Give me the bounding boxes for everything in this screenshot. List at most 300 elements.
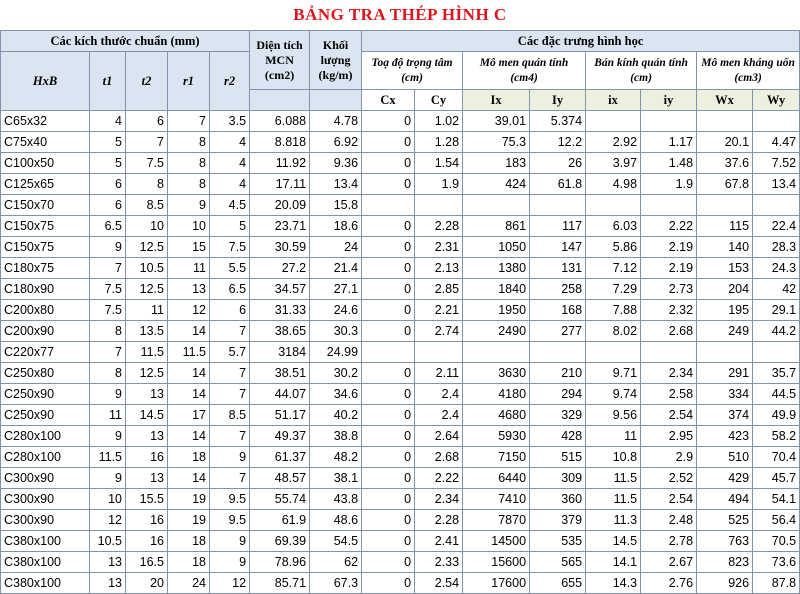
cell-t1: 6.5 — [90, 216, 126, 237]
cell-name: C380x100 — [1, 531, 90, 552]
cell-mass: 67.3 — [310, 573, 362, 594]
cell-t2: 16 — [126, 531, 168, 552]
table-row — [1, 405, 800, 426]
cell-iy: 147 — [530, 237, 586, 258]
cell-cx: 0 — [362, 111, 415, 132]
cell-t1: 6 — [90, 174, 126, 195]
cell-cx: 0 — [362, 363, 415, 384]
cell-mass: 43.8 — [310, 489, 362, 510]
cell-area: 27.2 — [250, 258, 310, 279]
cell-wx: 37.6 — [697, 153, 753, 174]
cell-name: C75x40 — [1, 132, 90, 153]
table-row — [1, 363, 800, 384]
cell-r2: 8.5 — [210, 405, 250, 426]
cell-r1: 15 — [168, 237, 210, 258]
cell-cy: 1.28 — [415, 132, 463, 153]
cell-cy: 2.54 — [415, 573, 463, 594]
cell-iy: 2.54 — [641, 489, 697, 510]
cell-iy: 329 — [530, 405, 586, 426]
cell-t1: 9 — [90, 426, 126, 447]
cell-wy: 56.4 — [753, 510, 800, 531]
cell-ix: 14.3 — [586, 573, 641, 594]
cell-wx — [697, 342, 753, 363]
cell-r1: 11 — [168, 258, 210, 279]
cell-wx: 20.1 — [697, 132, 753, 153]
cell-ix: 39.01 — [463, 111, 530, 132]
cell-r1: 12 — [168, 300, 210, 321]
cell-wy: 28.3 — [753, 237, 800, 258]
cell-wy: 73.6 — [753, 552, 800, 573]
cell-ix: 861 — [463, 216, 530, 237]
table-row — [1, 552, 800, 573]
header-section-modulus: Mô men kháng uốn (cm3) — [697, 52, 800, 90]
cell-t1: 13 — [90, 552, 126, 573]
cell-iy: 2.22 — [641, 216, 697, 237]
cell-wy: 54.1 — [753, 489, 800, 510]
cell-ix — [586, 111, 641, 132]
cell-r2: 7 — [210, 426, 250, 447]
cell-cy: 2.13 — [415, 258, 463, 279]
cell-r1: 14 — [168, 321, 210, 342]
header-cy: Cy — [415, 90, 463, 111]
cell-cx: 0 — [362, 426, 415, 447]
cell-cy: 2.4 — [415, 405, 463, 426]
cell-name: C380x100 — [1, 552, 90, 573]
cell-wx: 374 — [697, 405, 753, 426]
table-row — [1, 216, 800, 237]
cell-area: 20.09 — [250, 195, 310, 216]
cell-wy: 44.2 — [753, 321, 800, 342]
cell-cx: 0 — [362, 216, 415, 237]
cell-wx: 510 — [697, 447, 753, 468]
cell-ix: 11.5 — [586, 489, 641, 510]
table-row — [1, 237, 800, 258]
cell-area: 31.33 — [250, 300, 310, 321]
cell-name: C280x100 — [1, 426, 90, 447]
cell-t2: 7.5 — [126, 153, 168, 174]
cell-mass: 40.2 — [310, 405, 362, 426]
cell-name: C150x75 — [1, 237, 90, 258]
cell-cx: 0 — [362, 531, 415, 552]
cell-name: C125x65 — [1, 174, 90, 195]
cell-cy: 2.74 — [415, 321, 463, 342]
table-row — [1, 531, 800, 552]
cell-t1: 4 — [90, 111, 126, 132]
cell-ix: 4180 — [463, 384, 530, 405]
cell-cx: 0 — [362, 405, 415, 426]
cell-iy: 428 — [530, 426, 586, 447]
cell-t2: 10 — [126, 216, 168, 237]
cell-ix: 5.86 — [586, 237, 641, 258]
cell-ix: 11.5 — [586, 468, 641, 489]
cell-wy: 13.4 — [753, 174, 800, 195]
cell-name: C200x90 — [1, 321, 90, 342]
cell-r1: 19 — [168, 489, 210, 510]
header-cx: Cx — [362, 90, 415, 111]
cell-iy: 2.48 — [641, 510, 697, 531]
cell-wy: 58.2 — [753, 426, 800, 447]
cell-r2: 9 — [210, 552, 250, 573]
cell-ix: 7.29 — [586, 279, 641, 300]
cell-cy: 2.11 — [415, 363, 463, 384]
cell-t2: 6 — [126, 111, 168, 132]
cell-wx: 525 — [697, 510, 753, 531]
cell-t2: 15.5 — [126, 489, 168, 510]
cell-area: 8.818 — [250, 132, 310, 153]
cell-t1: 10 — [90, 489, 126, 510]
cell-t2: 20 — [126, 573, 168, 594]
cell-iy: 2.32 — [641, 300, 697, 321]
cell-ix: 10.8 — [586, 447, 641, 468]
header-t1: t1 — [90, 52, 126, 111]
cell-area: 17.11 — [250, 174, 310, 195]
cell-wy: 29.1 — [753, 300, 800, 321]
cell-wx: 67.8 — [697, 174, 753, 195]
cell-iy: 168 — [530, 300, 586, 321]
cell-iy: 61.8 — [530, 174, 586, 195]
cell-name: C250x90 — [1, 405, 90, 426]
cell-name: C300x90 — [1, 489, 90, 510]
table-row — [1, 342, 800, 363]
cell-r1: 14 — [168, 468, 210, 489]
cell-wx: 153 — [697, 258, 753, 279]
cell-ix: 7870 — [463, 510, 530, 531]
cell-t1: 13 — [90, 573, 126, 594]
cell-r1: 7 — [168, 111, 210, 132]
cell-iy: 309 — [530, 468, 586, 489]
cell-cx: 0 — [362, 447, 415, 468]
cell-cy: 1.54 — [415, 153, 463, 174]
table-row — [1, 174, 800, 195]
cell-name: C280x100 — [1, 447, 90, 468]
cell-ix: 14.5 — [586, 531, 641, 552]
table-row — [1, 426, 800, 447]
cell-wx: 823 — [697, 552, 753, 573]
cell-cy — [415, 342, 463, 363]
cell-wy: 24.3 — [753, 258, 800, 279]
cell-t2: 16.5 — [126, 552, 168, 573]
header-centroid: Toạ độ trọng tâm (cm) — [362, 52, 463, 90]
cell-t1: 9 — [90, 468, 126, 489]
cell-iy: 2.58 — [641, 384, 697, 405]
cell-iy: 2.9 — [641, 447, 697, 468]
cell-cx: 0 — [362, 489, 415, 510]
cell-ix: 3630 — [463, 363, 530, 384]
cell-r1: 10 — [168, 216, 210, 237]
cell-cy: 2.41 — [415, 531, 463, 552]
cell-area: 61.37 — [250, 447, 310, 468]
cell-mass: 30.2 — [310, 363, 362, 384]
cell-cx — [362, 342, 415, 363]
cell-ix: 7.12 — [586, 258, 641, 279]
cell-t2: 12.5 — [126, 363, 168, 384]
cell-ix: 6.03 — [586, 216, 641, 237]
cell-ix: 1840 — [463, 279, 530, 300]
cell-r1: 18 — [168, 552, 210, 573]
cell-iy: 2.95 — [641, 426, 697, 447]
cell-wx — [697, 111, 753, 132]
header-mass: Khối lượng (kg/m) — [310, 31, 362, 90]
cell-r1: 14 — [168, 426, 210, 447]
cell-name: C250x90 — [1, 384, 90, 405]
cell-area: 6.088 — [250, 111, 310, 132]
cell-cx: 0 — [362, 468, 415, 489]
cell-ix: 8.02 — [586, 321, 641, 342]
cell-ix: 14500 — [463, 531, 530, 552]
cell-t1: 8 — [90, 363, 126, 384]
cell-wy: 49.9 — [753, 405, 800, 426]
cell-ix: 3.97 — [586, 153, 641, 174]
cell-cy: 2.28 — [415, 216, 463, 237]
table-row — [1, 132, 800, 153]
cell-ix — [463, 342, 530, 363]
cell-wx: 926 — [697, 573, 753, 594]
cell-r2: 7 — [210, 468, 250, 489]
cell-cy: 2.4 — [415, 384, 463, 405]
cell-iy: 1.48 — [641, 153, 697, 174]
cell-wy — [753, 195, 800, 216]
cell-area: 85.71 — [250, 573, 310, 594]
cell-cx: 0 — [362, 321, 415, 342]
cell-t2: 7 — [126, 132, 168, 153]
cell-wy: 44.5 — [753, 384, 800, 405]
cell-ix: 4680 — [463, 405, 530, 426]
cell-r2: 9.5 — [210, 510, 250, 531]
table-row — [1, 510, 800, 531]
cell-iy: 515 — [530, 447, 586, 468]
cell-ix: 75.3 — [463, 132, 530, 153]
cell-r2: 3.5 — [210, 111, 250, 132]
cell-cx: 0 — [362, 153, 415, 174]
cell-iy: 258 — [530, 279, 586, 300]
cell-ix: 7150 — [463, 447, 530, 468]
page-title: BẢNG TRA THÉP HÌNH C — [293, 5, 507, 24]
cell-area: 49.37 — [250, 426, 310, 447]
cell-r1: 9 — [168, 195, 210, 216]
cell-wy: 22.4 — [753, 216, 800, 237]
cell-r1: 18 — [168, 447, 210, 468]
header-geometric-props: Các đặc trưng hình học — [362, 31, 800, 52]
cell-wy — [753, 111, 800, 132]
cell-iy: 655 — [530, 573, 586, 594]
header-t2: t2 — [126, 52, 168, 111]
cell-t2: 13 — [126, 426, 168, 447]
table-row — [1, 111, 800, 132]
cell-t1: 5 — [90, 153, 126, 174]
cell-area: 55.74 — [250, 489, 310, 510]
table-row — [1, 489, 800, 510]
cell-iy: 2.19 — [641, 258, 697, 279]
cell-r2: 7 — [210, 363, 250, 384]
cell-mass: 21.4 — [310, 258, 362, 279]
header-ix-big: Ix — [463, 90, 530, 111]
cell-area: 38.51 — [250, 363, 310, 384]
cell-name: C220x77 — [1, 342, 90, 363]
cell-r1: 19 — [168, 510, 210, 531]
cell-cy: 2.28 — [415, 510, 463, 531]
header-ix-small: ix — [586, 90, 641, 111]
cell-cx: 0 — [362, 300, 415, 321]
cell-iy: 2.67 — [641, 552, 697, 573]
cell-t2: 10.5 — [126, 258, 168, 279]
table-row — [1, 321, 800, 342]
cell-t1: 7.5 — [90, 300, 126, 321]
cell-iy — [641, 111, 697, 132]
cell-ix: 15600 — [463, 552, 530, 573]
cell-mass: 24 — [310, 237, 362, 258]
cell-wy: 45.7 — [753, 468, 800, 489]
cell-wy: 70.5 — [753, 531, 800, 552]
cell-name: C380x100 — [1, 573, 90, 594]
cell-wx: 204 — [697, 279, 753, 300]
header-r1: r1 — [168, 52, 210, 111]
cell-area: 51.17 — [250, 405, 310, 426]
cell-iy — [641, 342, 697, 363]
cell-wy: 7.52 — [753, 153, 800, 174]
cell-area: 78.96 — [250, 552, 310, 573]
cell-mass: 6.92 — [310, 132, 362, 153]
cell-cy: 2.85 — [415, 279, 463, 300]
cell-cx: 0 — [362, 510, 415, 531]
cell-r2: 7.5 — [210, 237, 250, 258]
cell-iy: 379 — [530, 510, 586, 531]
cell-t1: 11 — [90, 405, 126, 426]
cell-r1: 17 — [168, 405, 210, 426]
cell-name: C180x75 — [1, 258, 90, 279]
cell-iy: 2.52 — [641, 468, 697, 489]
table-row — [1, 447, 800, 468]
cell-cx: 0 — [362, 384, 415, 405]
cell-name: C100x50 — [1, 153, 90, 174]
cell-ix — [586, 195, 641, 216]
cell-cx: 0 — [362, 132, 415, 153]
cell-ix: 2.92 — [586, 132, 641, 153]
cell-t2: 14.5 — [126, 405, 168, 426]
cell-r1: 24 — [168, 573, 210, 594]
cell-mass: 34.6 — [310, 384, 362, 405]
table-row — [1, 573, 800, 594]
cell-iy: 565 — [530, 552, 586, 573]
cell-ix — [586, 342, 641, 363]
cell-ix: 2490 — [463, 321, 530, 342]
cell-area: 34.57 — [250, 279, 310, 300]
cell-iy: 117 — [530, 216, 586, 237]
cell-area: 44.07 — [250, 384, 310, 405]
cell-wx: 291 — [697, 363, 753, 384]
cell-t1: 7 — [90, 258, 126, 279]
cell-r2: 6 — [210, 300, 250, 321]
header-inertia: Mô men quán tính (cm4) — [463, 52, 586, 90]
cell-iy — [530, 195, 586, 216]
cell-r2: 9.5 — [210, 489, 250, 510]
cell-iy: 360 — [530, 489, 586, 510]
cell-cy: 2.68 — [415, 447, 463, 468]
cell-t2: 13 — [126, 384, 168, 405]
cell-name: C65x32 — [1, 111, 90, 132]
cell-mass: 38.1 — [310, 468, 362, 489]
table-row — [1, 195, 800, 216]
cell-cy: 2.31 — [415, 237, 463, 258]
cell-cy: 2.22 — [415, 468, 463, 489]
cell-name: C150x70 — [1, 195, 90, 216]
cell-t1: 9 — [90, 237, 126, 258]
cell-mass: 4.78 — [310, 111, 362, 132]
cell-cy: 2.33 — [415, 552, 463, 573]
cell-mass: 24.99 — [310, 342, 362, 363]
cell-wx: 115 — [697, 216, 753, 237]
cell-iy — [530, 342, 586, 363]
cell-t2: 11 — [126, 300, 168, 321]
cell-ix: 1050 — [463, 237, 530, 258]
cell-iy: 294 — [530, 384, 586, 405]
cell-cx: 0 — [362, 552, 415, 573]
cell-wy: 42 — [753, 279, 800, 300]
table-row — [1, 300, 800, 321]
cell-mass: 13.4 — [310, 174, 362, 195]
cell-iy — [641, 195, 697, 216]
cell-t2: 13 — [126, 468, 168, 489]
cell-mass: 9.36 — [310, 153, 362, 174]
cell-r2: 4.5 — [210, 195, 250, 216]
cell-wy — [753, 342, 800, 363]
cell-ix: 424 — [463, 174, 530, 195]
cell-wx: 195 — [697, 300, 753, 321]
cell-r2: 7 — [210, 321, 250, 342]
cell-iy: 210 — [530, 363, 586, 384]
cell-t2: 13.5 — [126, 321, 168, 342]
header-area: Diện tích MCN (cm2) — [250, 31, 310, 90]
header-mass-spacer — [310, 90, 362, 111]
header-iy-big: Iy — [530, 90, 586, 111]
cell-mass: 30.3 — [310, 321, 362, 342]
cell-iy: 1.9 — [641, 174, 697, 195]
cell-ix: 1380 — [463, 258, 530, 279]
cell-iy: 26 — [530, 153, 586, 174]
header-hxb: HxB — [1, 52, 90, 111]
cell-name: C180x90 — [1, 279, 90, 300]
cell-mass: 27.1 — [310, 279, 362, 300]
cell-r2: 5 — [210, 216, 250, 237]
cell-r2: 6.5 — [210, 279, 250, 300]
header-area-spacer — [250, 90, 310, 111]
cell-r2: 4 — [210, 153, 250, 174]
cell-wy: 70.4 — [753, 447, 800, 468]
cell-cy — [415, 195, 463, 216]
cell-wx: 140 — [697, 237, 753, 258]
cell-t1: 11.5 — [90, 447, 126, 468]
cell-t2: 11.5 — [126, 342, 168, 363]
cell-iy: 2.76 — [641, 573, 697, 594]
header-r2: r2 — [210, 52, 250, 111]
header-wx: Wx — [697, 90, 753, 111]
cell-r1: 18 — [168, 531, 210, 552]
cell-r2: 9 — [210, 447, 250, 468]
cell-t1: 6 — [90, 195, 126, 216]
cell-wy: 87.8 — [753, 573, 800, 594]
cell-t2: 16 — [126, 510, 168, 531]
cell-r1: 13 — [168, 279, 210, 300]
cell-iy: 1.17 — [641, 132, 697, 153]
table-row — [1, 384, 800, 405]
cell-area: 69.39 — [250, 531, 310, 552]
cell-iy: 2.34 — [641, 363, 697, 384]
cell-iy: 535 — [530, 531, 586, 552]
cell-cx: 0 — [362, 573, 415, 594]
cell-cy: 2.21 — [415, 300, 463, 321]
cell-ix: 1950 — [463, 300, 530, 321]
cell-wx: 494 — [697, 489, 753, 510]
cell-r2: 7 — [210, 384, 250, 405]
